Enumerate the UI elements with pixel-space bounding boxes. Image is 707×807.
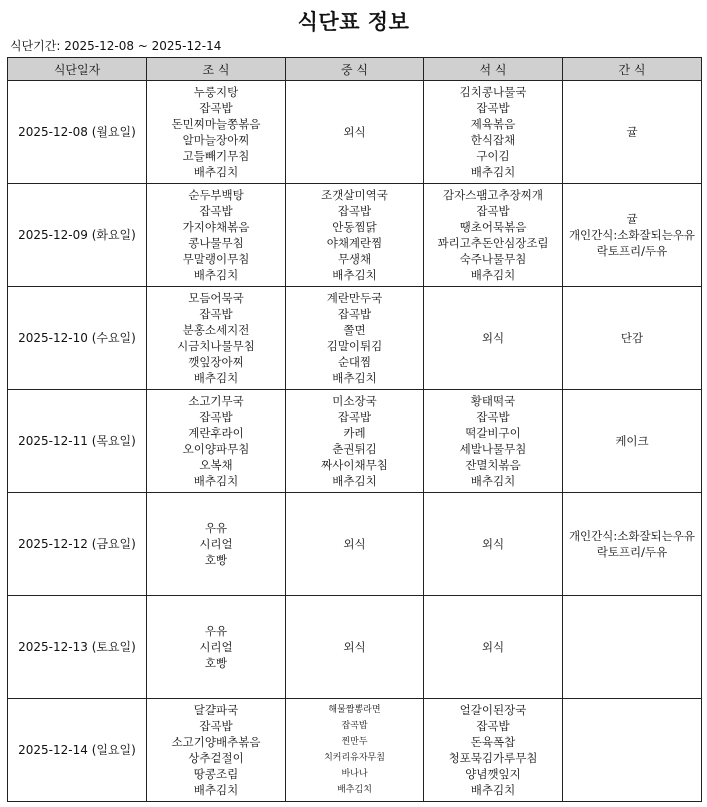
menu-item: 춘권튀김 bbox=[332, 442, 377, 456]
menu-item: 배추김치 bbox=[332, 474, 377, 488]
menu-item: 우유 bbox=[204, 624, 228, 638]
snack-cell bbox=[563, 596, 702, 699]
lunch-cell bbox=[286, 81, 424, 184]
menu-item: 쫄면 bbox=[343, 323, 366, 337]
menu-item: 카레 bbox=[343, 426, 366, 440]
menu-item: 잡곡밥 bbox=[476, 410, 510, 424]
menu-item: 순대찜 bbox=[337, 355, 372, 369]
meal-date-cell: 2025-12-09 (화요일) bbox=[8, 184, 147, 287]
menu-item: 제육볶음 bbox=[470, 117, 516, 131]
header-breakfast: 조 식 bbox=[147, 58, 286, 81]
menu-item: 계란만두국 bbox=[326, 291, 383, 305]
menu-item: 외식 bbox=[481, 331, 505, 345]
menu-item: 깻잎장아찌 bbox=[188, 355, 244, 369]
menu-item: 잡곡밥 bbox=[199, 719, 233, 733]
menu-item: 찐만두 bbox=[341, 737, 368, 747]
menu-item: 꽈리고추돈안심장조림 bbox=[437, 236, 549, 250]
menu-item: 잡곡밥 bbox=[337, 307, 372, 321]
menu-item: 외식 bbox=[343, 537, 366, 551]
menu-item: 잡곡밥 bbox=[341, 721, 368, 731]
menu-item: 해물짬뽕라면 bbox=[328, 705, 381, 715]
menu-item: 잡곡밥 bbox=[199, 307, 233, 321]
menu-item: 알마늘장아찌 bbox=[182, 133, 250, 147]
menu-item: 호빵 bbox=[204, 656, 228, 670]
menu-item: 조갯살미역국 bbox=[321, 188, 388, 202]
table-header-row bbox=[8, 58, 702, 81]
menu-item: 돈육폭찹 bbox=[470, 735, 516, 749]
menu-item: 배추김치 bbox=[332, 371, 377, 385]
menu-item: 돈민찌마늘쫑볶음 bbox=[171, 117, 261, 131]
meal-date-cell: 2025-12-11 (목요일) bbox=[8, 390, 147, 493]
menu-item: 누룽지탕 bbox=[193, 85, 239, 99]
meal-period-label: 식단기간: 2025-12-08 ~ 2025-12-14 bbox=[10, 39, 222, 53]
menu-item: 소고기무국 bbox=[188, 394, 244, 408]
menu-item: 무생채 bbox=[337, 252, 372, 266]
menu-item: 외식 bbox=[343, 125, 366, 139]
menu-item: 바나나 bbox=[341, 769, 368, 779]
menu-item: 청포묵김가루무침 bbox=[448, 751, 538, 765]
menu-item: 짜사이채무침 bbox=[321, 458, 388, 472]
table-row bbox=[8, 390, 702, 493]
breakfast-cell bbox=[147, 287, 286, 390]
menu-item: 배추김치 bbox=[337, 785, 372, 795]
menu-item: 배추김치 bbox=[470, 165, 516, 179]
lunch-cell bbox=[286, 184, 424, 287]
breakfast-cell bbox=[147, 81, 286, 184]
dinner-cell bbox=[424, 390, 563, 493]
menu-item: 호빵 bbox=[204, 553, 228, 567]
menu-item: 잡곡밥 bbox=[199, 101, 233, 115]
menu-item: 배추김치 bbox=[470, 268, 516, 282]
menu-item: 달걀파국 bbox=[193, 703, 239, 717]
menu-item: 감자스팸고추장찌개 bbox=[443, 188, 543, 202]
meal-date-cell: 2025-12-10 (수요일) bbox=[8, 287, 147, 390]
menu-item: 오이양파무침 bbox=[182, 442, 250, 456]
dinner-cell bbox=[424, 184, 563, 287]
menu-item: 땅콩조림 bbox=[193, 767, 239, 781]
menu-item: 얼갈이된장국 bbox=[459, 703, 527, 717]
menu-item: 시금치나물무침 bbox=[177, 339, 255, 353]
menu-item: 안동찜닭 bbox=[332, 220, 377, 234]
menu-item: 모듬어묵국 bbox=[188, 291, 244, 305]
menu-item: 외식 bbox=[481, 640, 505, 654]
breakfast-cell bbox=[147, 390, 286, 493]
menu-item: 무말랭이무침 bbox=[182, 252, 250, 266]
menu-item: 락토프리/두유 bbox=[596, 244, 668, 258]
header-snack: 간 식 bbox=[563, 58, 702, 81]
menu-item: 떡갈비구이 bbox=[465, 426, 521, 440]
menu-item: 한식잡채 bbox=[470, 133, 516, 147]
menu-item: 단감 bbox=[620, 331, 644, 345]
table-row bbox=[8, 81, 702, 184]
breakfast-cell bbox=[147, 184, 286, 287]
menu-item: 김치콩나물국 bbox=[459, 85, 527, 99]
table-row bbox=[8, 493, 702, 596]
menu-item: 배추김치 bbox=[193, 474, 239, 488]
menu-item: 세발나물무침 bbox=[459, 442, 527, 456]
breakfast-cell bbox=[147, 699, 286, 802]
meal-date-cell: 2025-12-14 (일요일) bbox=[8, 699, 147, 802]
menu-item: 미소장국 bbox=[332, 394, 377, 408]
lunch-cell bbox=[286, 493, 424, 596]
dinner-cell bbox=[424, 493, 563, 596]
menu-item: 귤 bbox=[626, 125, 638, 139]
menu-item: 케이크 bbox=[615, 434, 649, 448]
menu-item: 구이김 bbox=[476, 149, 510, 163]
menu-item: 잔멸치볶음 bbox=[465, 458, 521, 472]
dinner-cell bbox=[424, 81, 563, 184]
lunch-cell bbox=[286, 596, 424, 699]
menu-item: 김말이튀김 bbox=[326, 339, 383, 353]
meal-table bbox=[7, 57, 702, 802]
lunch-cell bbox=[286, 699, 424, 802]
meal-date-cell: 2025-12-12 (금요일) bbox=[8, 493, 147, 596]
menu-item: 배추김치 bbox=[470, 474, 516, 488]
menu-item: 순두부백탕 bbox=[188, 188, 244, 202]
menu-item: 가지야채볶음 bbox=[182, 220, 250, 234]
table-row bbox=[8, 699, 702, 802]
menu-item: 오복채 bbox=[199, 458, 233, 472]
menu-item: 상추겉절이 bbox=[188, 751, 244, 765]
menu-item: 시리얼 bbox=[199, 537, 233, 551]
menu-item: 잡곡밥 bbox=[199, 204, 233, 218]
page-title: 식단표 정보 bbox=[297, 10, 410, 34]
menu-item: 잡곡밥 bbox=[476, 101, 510, 115]
menu-item: 잡곡밥 bbox=[337, 204, 372, 218]
meal-date-cell: 2025-12-08 (월요일) bbox=[8, 81, 147, 184]
menu-item: 콩나물무침 bbox=[188, 236, 244, 250]
menu-item: 잡곡밥 bbox=[476, 204, 510, 218]
menu-item: 배추김치 bbox=[193, 268, 239, 282]
menu-item: 외식 bbox=[343, 640, 366, 654]
menu-item: 개인간식:소화잘되는우유 bbox=[568, 228, 696, 242]
menu-item: 잡곡밥 bbox=[337, 410, 372, 424]
meal-date-cell: 2025-12-13 (토요일) bbox=[8, 596, 147, 699]
menu-item: 소고기양배추볶음 bbox=[171, 735, 261, 749]
menu-item: 양념깻잎지 bbox=[465, 767, 521, 781]
menu-item: 배추김치 bbox=[193, 783, 239, 797]
snack-cell bbox=[563, 81, 702, 184]
header-date: 식단일자 bbox=[8, 58, 147, 81]
menu-item: 계란후라이 bbox=[188, 426, 244, 440]
dinner-cell bbox=[424, 699, 563, 802]
menu-item: 숙주나물무침 bbox=[459, 252, 527, 266]
snack-cell bbox=[563, 287, 702, 390]
header-lunch: 중 식 bbox=[286, 58, 424, 81]
lunch-cell bbox=[286, 390, 424, 493]
menu-item: 황태떡국 bbox=[470, 394, 516, 408]
header-dinner: 석 식 bbox=[424, 58, 563, 81]
snack-cell bbox=[563, 699, 702, 802]
menu-item: 개인간식:소화잘되는우유 bbox=[568, 529, 696, 543]
menu-item: 치커리유자무침 bbox=[324, 753, 385, 763]
snack-cell bbox=[563, 184, 702, 287]
breakfast-cell bbox=[147, 596, 286, 699]
table-row bbox=[8, 596, 702, 699]
breakfast-cell bbox=[147, 493, 286, 596]
table-row bbox=[8, 287, 702, 390]
snack-cell bbox=[563, 390, 702, 493]
menu-item: 귤 bbox=[626, 212, 638, 226]
snack-cell bbox=[563, 493, 702, 596]
menu-item: 배추김치 bbox=[193, 371, 239, 385]
menu-item: 잡곡밥 bbox=[476, 719, 510, 733]
table-row bbox=[8, 184, 702, 287]
dinner-cell bbox=[424, 287, 563, 390]
menu-item: 배추김치 bbox=[332, 268, 377, 282]
menu-item: 락토프리/두유 bbox=[596, 545, 668, 559]
menu-item: 고들빼기무침 bbox=[182, 149, 250, 163]
lunch-cell bbox=[286, 287, 424, 390]
menu-item: 시리얼 bbox=[199, 640, 233, 654]
menu-item: 분홍소세지전 bbox=[182, 323, 250, 337]
menu-item: 야채계란찜 bbox=[326, 236, 383, 250]
menu-item: 외식 bbox=[481, 537, 505, 551]
menu-item: 배추김치 bbox=[470, 783, 516, 797]
dinner-cell bbox=[424, 596, 563, 699]
menu-item: 배추김치 bbox=[193, 165, 239, 179]
menu-item: 땡초어묵볶음 bbox=[459, 220, 527, 234]
menu-item: 우유 bbox=[204, 521, 228, 535]
menu-item: 잡곡밥 bbox=[199, 410, 233, 424]
